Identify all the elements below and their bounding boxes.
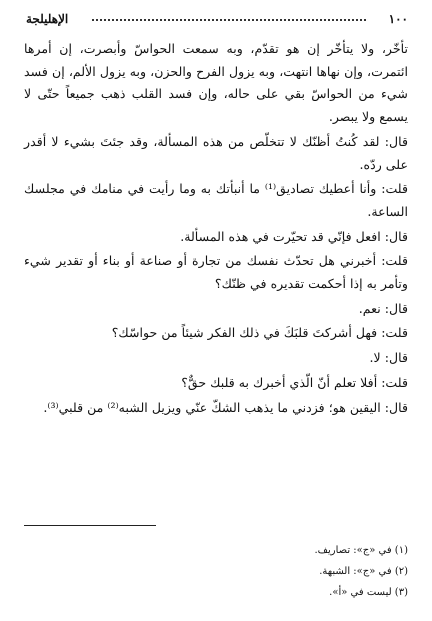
page-number: ١٠٠	[388, 12, 408, 26]
paragraph: قلت: أخبرني هل تحدّث نفسك من تجارة أو صناعة أو بناء أو تقدير شيء وتأمر به إذا أحكمت تقديره في ظنّك؟	[24, 253, 408, 292]
paragraph: قلت: وأنا أعطيك تصاديق⁽¹⁾ ما أنبأتك به وما رأيت في منامك في مجلسك الساعة.	[24, 181, 408, 219]
footnote: (٣) ليست في «أ».	[329, 587, 408, 598]
header-dotted-leader	[92, 19, 366, 21]
footnotes	[24, 540, 408, 603]
paragraph: قال: لقد كُنتُ أظنّك لا تتخلّص من هذه المسألة، وقد جئتَ بشيء لا أقدر على ردّه.	[24, 133, 408, 172]
footnote-separator	[24, 525, 156, 526]
paragraph: تأخّر، ولا يتأخّر إن هو تقدّم، وبه سمعت الحواسّ وأبصرت، إن أمرها ائتمرت، وإن نهاها انتهت، وبه يزول الفرح والحزن، وبه يزول الألم، إن فسد شيء من الحواسّ بقي على حاله، وإن فسد القلب ذهب جميعاً حتّى لا يسمع ولا يبصر.	[24, 41, 408, 125]
paragraph: قلت: فهل أشركتَ قلبَكَ في ذلك الفكر شيئاً من حواسّك؟	[111, 325, 408, 341]
body-text	[24, 38, 408, 419]
paragraph: قال: اليقين هو؛ فزدني ما يذهب الشكّ عنّي ويزيل الشبه⁽²⁾ من قلبي⁽³⁾.	[43, 399, 408, 415]
paragraph: قال: افعل فإنّي قد تحيّرت في هذه المسألة.	[180, 228, 408, 244]
paragraph: قلت: أفلا تعلم أنّ الّذي أخبرك به قلبك حقٌّ؟	[181, 374, 408, 390]
paragraph: قال: نعم.	[358, 300, 408, 316]
running-title: الإهليلجة	[26, 12, 69, 26]
page-header	[26, 10, 408, 30]
paragraph: قال: لا.	[369, 350, 408, 366]
footnote: (١) في «ج»: تصاريف.	[314, 545, 408, 556]
footnote: (٢) في «ج»: الشبهة.	[319, 566, 408, 577]
